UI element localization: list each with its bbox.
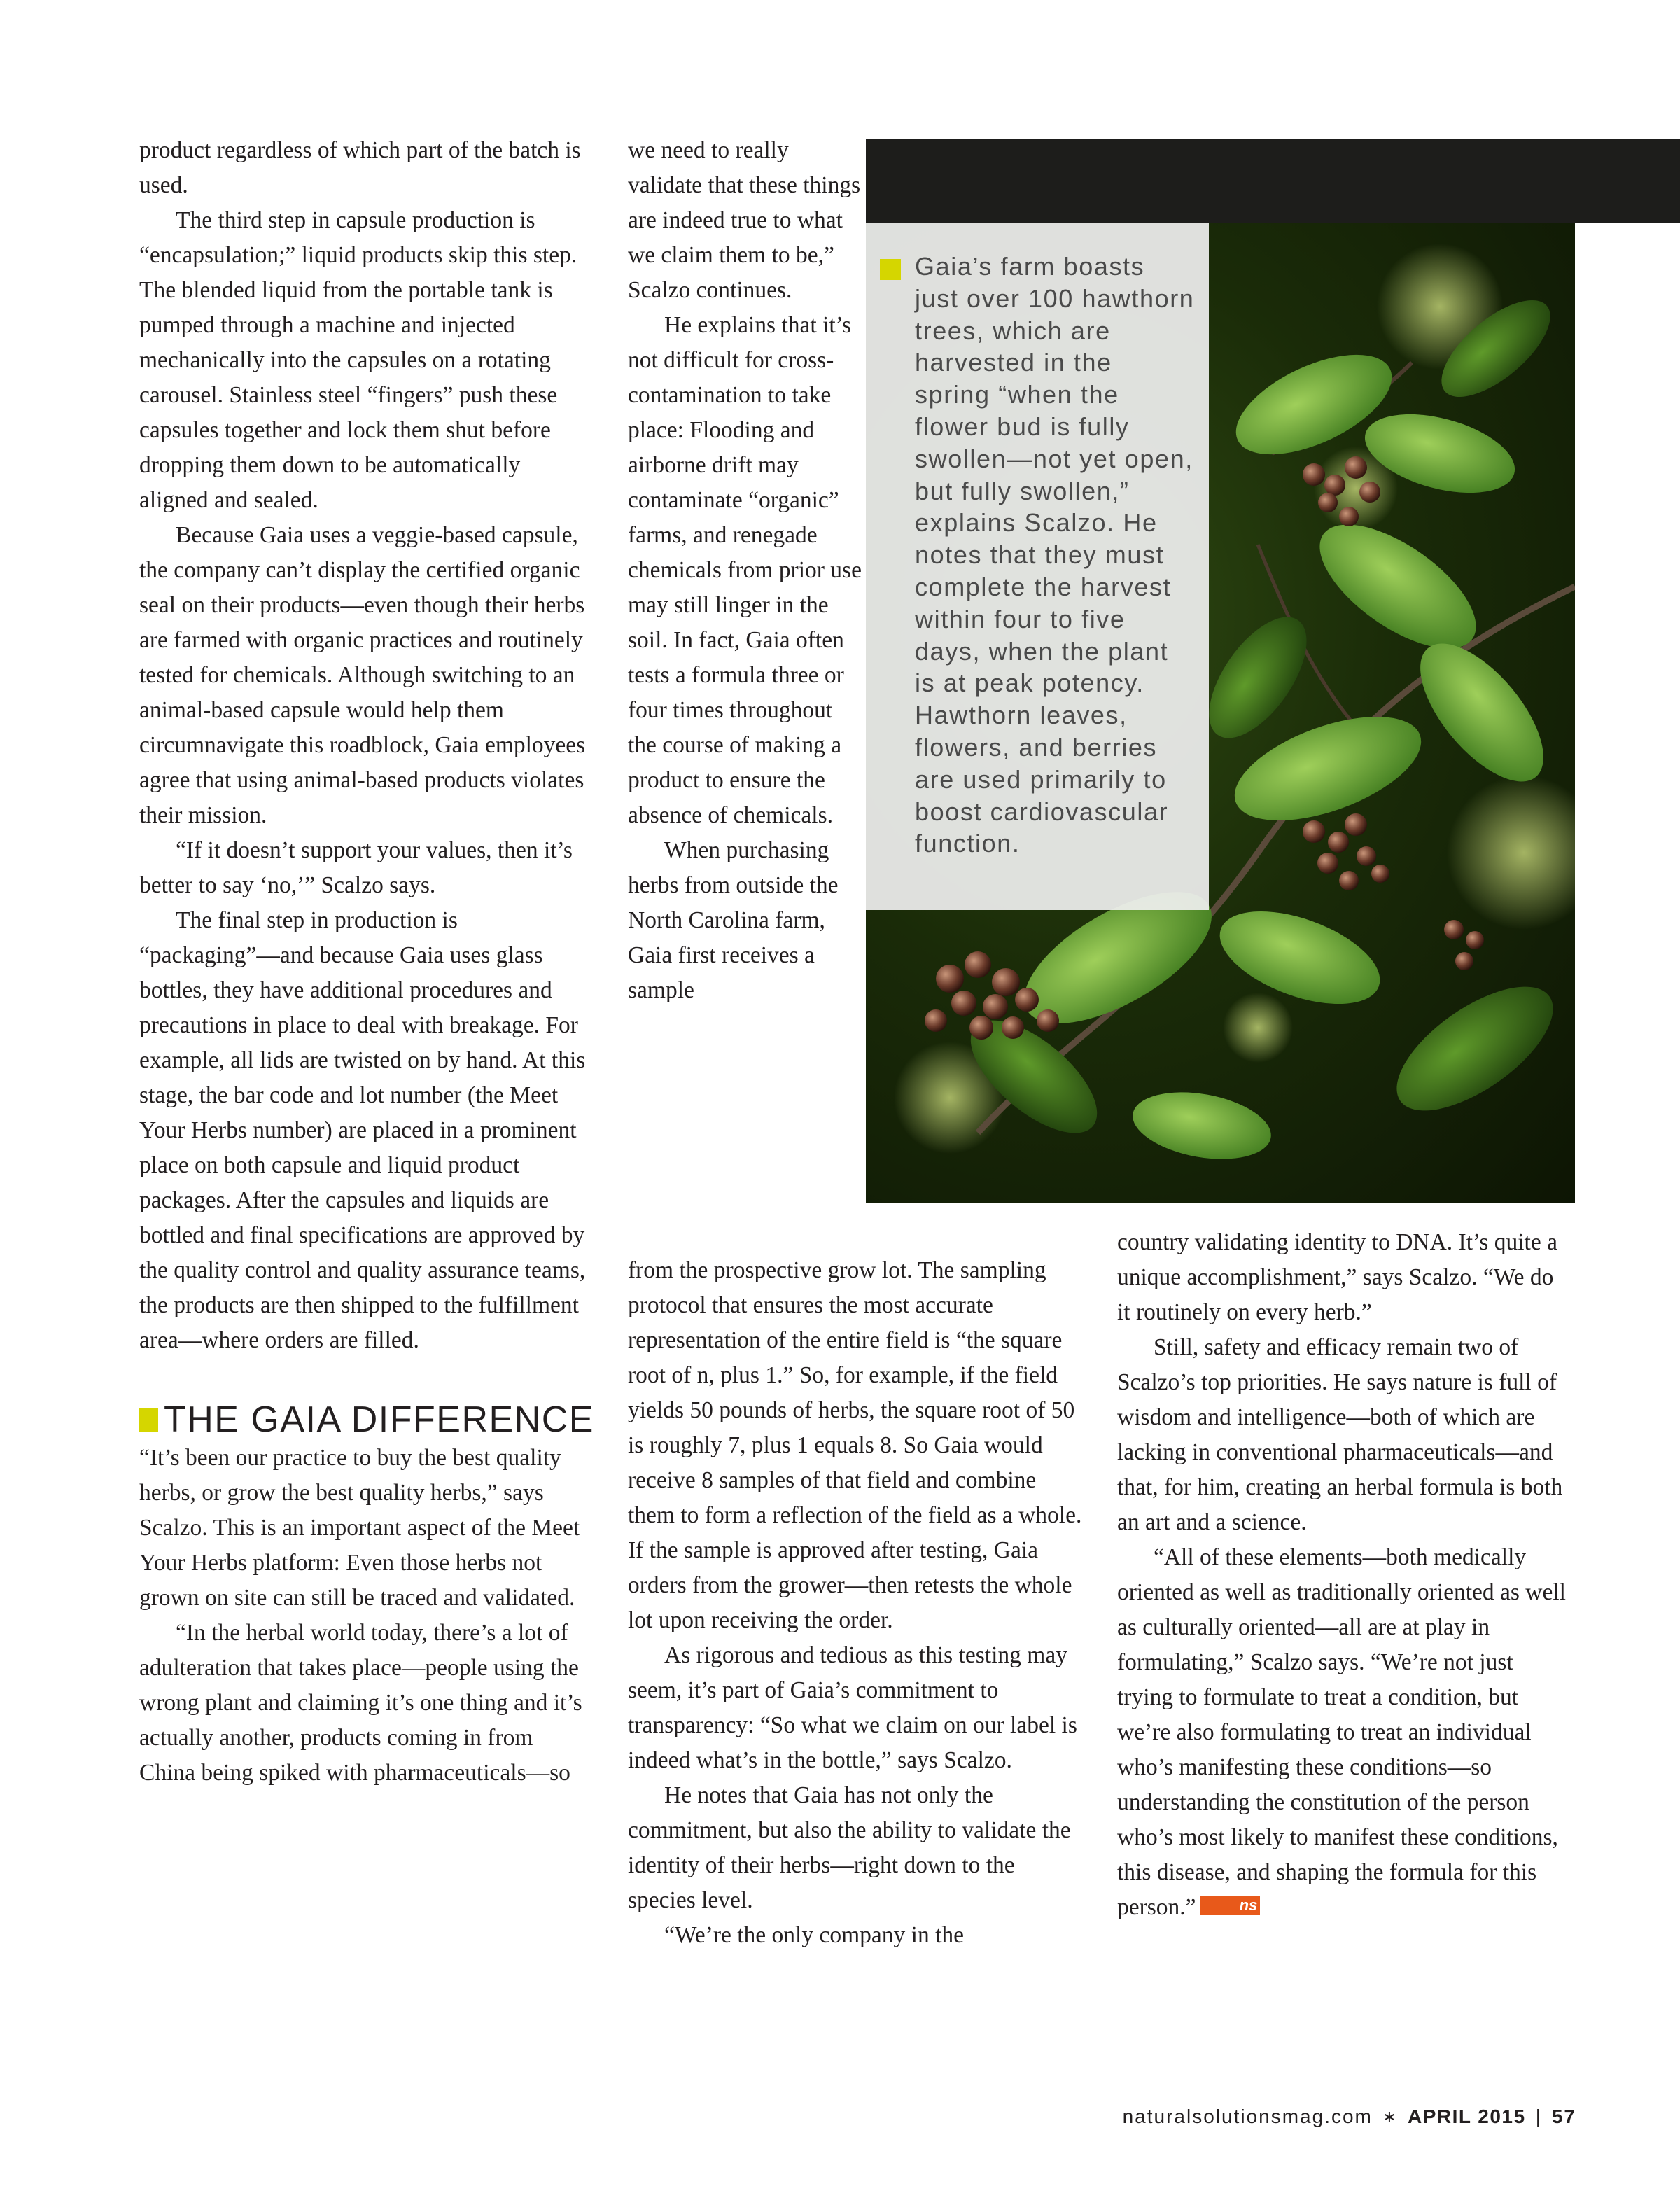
- paragraph-text: “All of these elements—both medically oriented as well as traditionally oriented as well as culturally oriented—all are at play in formulating,” Scalzo says. “We’re not just trying to formulate to treat a condition, but we’re also formulating to treat an individual who’s manifesting these conditions—so understanding the constitution of the person who’s most likely to manifest these conditions, this disease, and shaping the formula for this person.”: [1117, 1544, 1566, 1920]
- caption-text: Gaia’s farm boasts just over 100 hawthorn trees, which are harvested in the spring “when the flower bud is fully swollen—not yet open, but fully swollen,” explains Scalzo. He notes that they must complete the harvest within four to five days, when the plant is at peak potency. Hawthorn leaves, flowers, and berries are used primarily to boost cardiovascular function.: [915, 252, 1195, 858]
- section-heading: [139, 1399, 594, 1441]
- paragraph: “In the herbal world today, there’s a lot of adulteration that takes place—people using the wrong plant and claiming it’s one thing and it’s actually another, products coming in from China being spiked with pharmaceuticals—so: [139, 1620, 582, 1786]
- paragraph: we need to really validate that these things are indeed true to what we claim them to be,” Scalzo continues.: [628, 137, 861, 303]
- footer-separator: ∗: [1382, 2107, 1398, 2127]
- end-mark-icon: ns: [1200, 1896, 1261, 1915]
- paragraph: Because Gaia uses a veggie-based capsule, the company can’t display the certified organic seal on their products—even though their herbs are farmed with organic practices and routinely tested for chemicals. Although switching to an animal-based capsule would help them circumnavigate this roadblock, Gaia employees agree that using animal-based products violates their mission.: [139, 522, 586, 828]
- photo-caption: [866, 223, 1209, 910]
- paragraph: from the prospective grow lot. The sampling protocol that ensures the most accurate representation of the entire field is “the square root of n, plus 1.” So, for example, if the field yields 50 pounds of herbs, the square root of 50 is roughly 7, plus 1 equals 8. So Gaia would receive 8 samples of that field and combine them to form a reflection of the field as a whole. If the sample is approved after testing, Gaia orders from the grower—then retests the whole lot upon receiving the order.: [628, 1257, 1082, 1633]
- yellow-square-icon: [139, 1408, 158, 1432]
- footer-site: naturalsolutionsmag.com: [1122, 2106, 1373, 2127]
- paragraph: He explains that it’s not difficult for cross-contamination to take place: Flooding and airborne drift may contaminate “organic” farms, and renegade chemicals from prior use may still linger in the soil. In fact, Gaia often tests a formula three or four times throughout the course of making a product to ensure the absence of chemicals.: [628, 312, 862, 828]
- footer-divider: |: [1535, 2106, 1542, 2127]
- paragraph: “If it doesn’t support your values, then it’s better to say ‘no,’” Scalzo says.: [139, 837, 573, 898]
- paragraph: The third step in capsule production is “encapsulation;” liquid products skip this step. The blended liquid from the portable tank is pumped through a machine and injected mechanically into the capsules on a rotating carousel. Stainless steel “fingers” push these capsules together and lock them shut before dropping them down to be automatically aligned and sealed.: [139, 207, 578, 513]
- article-column-3: [1117, 1225, 1572, 1925]
- berry-cluster: [1303, 813, 1390, 890]
- article-column-2-bottom: [628, 1253, 1083, 1953]
- paragraph: “It’s been our practice to buy the best quality herbs, or grow the best quality herbs,” says Scalzo. This is an important aspect of the Meet Your Herbs platform: Even those herbs not grown on site can still be traced and validated.: [139, 1445, 580, 1611]
- section-heading-text: THE GAIA DIFFERENCE: [163, 1399, 594, 1440]
- footer-issue: APRIL 2015: [1408, 2106, 1526, 2127]
- paragraph: [1117, 1540, 1572, 1925]
- page-footer: [1123, 2106, 1576, 2128]
- article-column-1: [139, 133, 594, 1791]
- article-column-2-top: [628, 133, 866, 1008]
- header-bar: [866, 139, 1680, 223]
- paragraph: As rigorous and tedious as this testing may seem, it’s part of Gaia’s commitment to transparency: “So what we claim on our label is indeed what’s in the bottle,” says Scalzo.: [628, 1642, 1077, 1773]
- paragraph: When purchasing herbs from outside the North Carolina farm, Gaia first receives a sample: [628, 837, 839, 1003]
- page-number: 57: [1551, 2106, 1576, 2127]
- paragraph: product regardless of which part of the batch is used.: [139, 137, 581, 198]
- yellow-square-icon: [880, 259, 901, 280]
- paragraph: The final step in production is “packaging”—and because Gaia uses glass bottles, they have additional procedures and precautions in place to deal with breakage. For example, all lids are twisted on by hand. At this stage, the bar code and lot number (the Meet Your Herbs number) are placed in a prominent place on both capsule and liquid product packages. After the capsules and liquids are bottled and final specifications are approved by the quality control and quality assurance teams, the products are then shipped to the fulfillment area—where orders are filled.: [139, 907, 586, 1353]
- paragraph: Still, safety and efficacy remain two of Scalzo’s top priorities. He says nature is full of wisdom and intelligence—both of which are lacking in conventional pharmaceuticals—and that, for him, creating an herbal formula is both an art and a science.: [1117, 1334, 1563, 1535]
- berry-cluster: [1444, 920, 1484, 970]
- paragraph: “We’re the only company in the: [664, 1922, 964, 1948]
- paragraph: country validating identity to DNA. It’s quite a unique accomplishment,” says Scalzo. “We do it routinely on every herb.”: [1117, 1229, 1558, 1325]
- paragraph: He notes that Gaia has not only the commitment, but also the ability to validate the identity of their herbs—right down to the species level.: [628, 1782, 1071, 1913]
